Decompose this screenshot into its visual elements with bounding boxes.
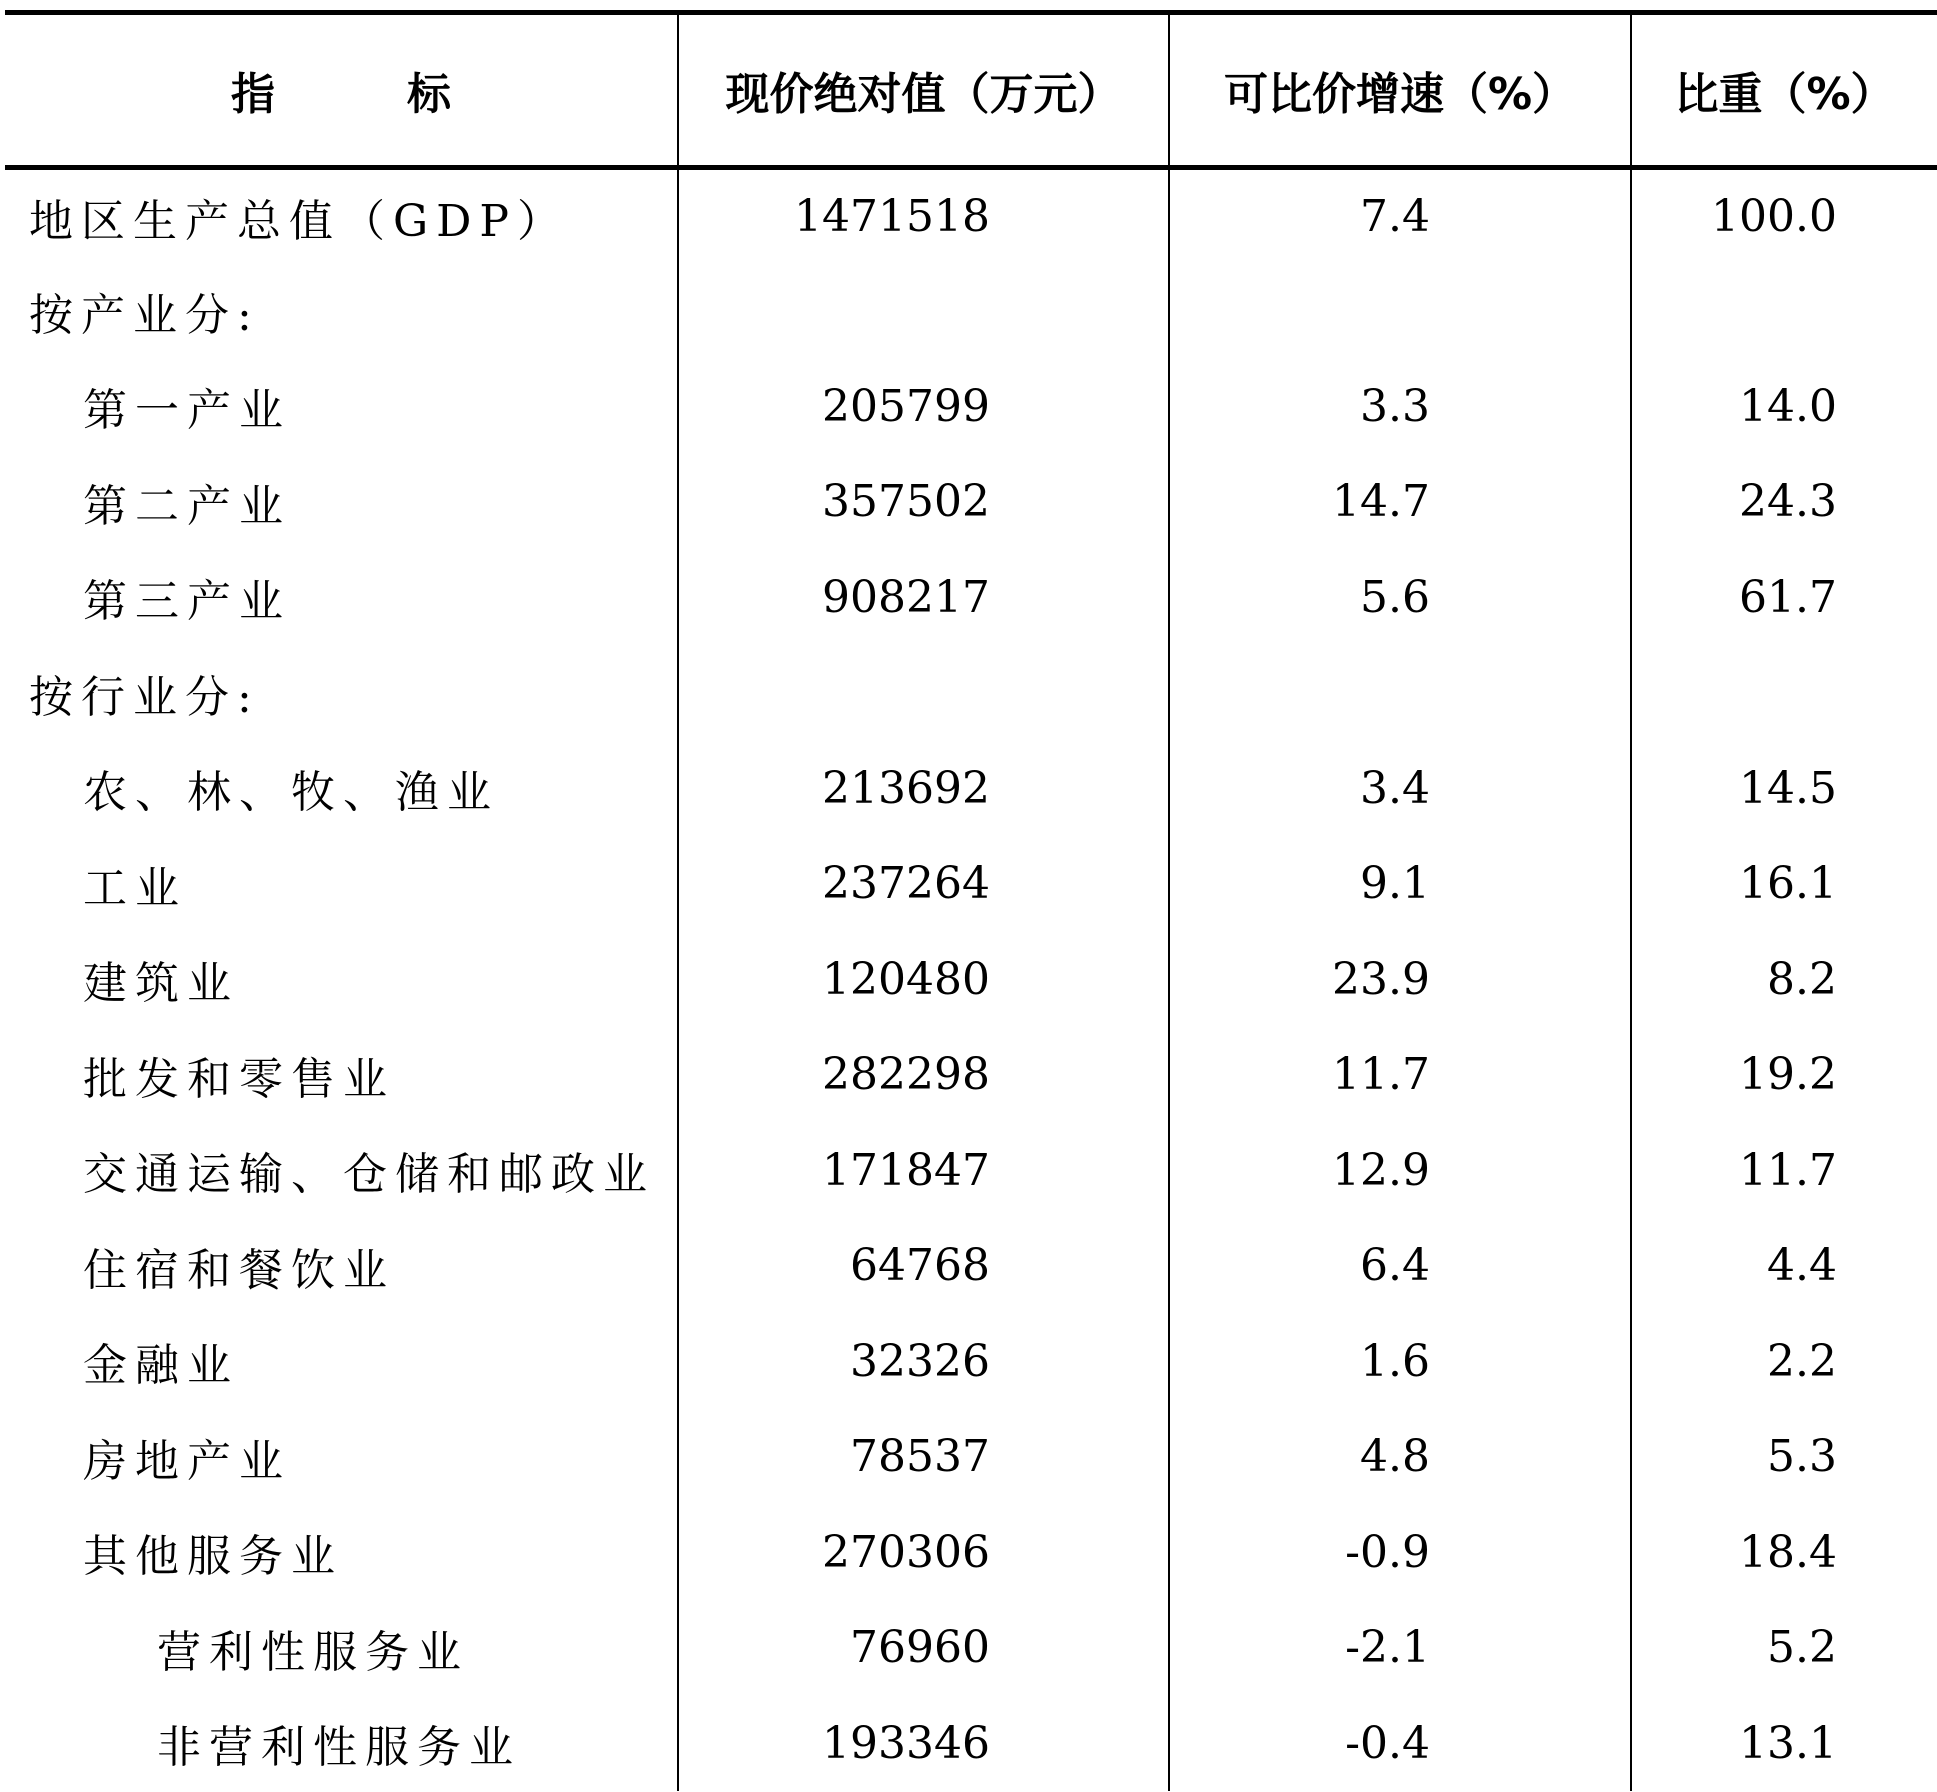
- row-label: 按行业分:: [29, 671, 260, 723]
- header-share: 比重（%）: [1631, 13, 1937, 168]
- row-label: 工业: [83, 862, 187, 914]
- row-share: 11.7: [1631, 1123, 1937, 1219]
- row-current-value: 78537: [678, 1409, 1169, 1505]
- row-growth: -2.1: [1169, 1600, 1631, 1696]
- row-current-value: 237264: [678, 836, 1169, 932]
- row-label: 建筑业: [83, 958, 239, 1010]
- row-label: 农、林、牧、渔业: [83, 767, 499, 819]
- row-growth: 3.4: [1169, 741, 1631, 837]
- row-share: 8.2: [1631, 932, 1937, 1028]
- row-label: 营利性服务业: [157, 1626, 469, 1678]
- header-current-value: 现价绝对值（万元）: [678, 13, 1169, 168]
- row-growth: 9.1: [1169, 836, 1631, 932]
- row-current-value: 1471518: [678, 168, 1169, 264]
- table-row: [5, 836, 1937, 932]
- gdp-stats-table: [5, 10, 1937, 1791]
- row-label: 房地产业: [83, 1435, 291, 1487]
- table-row: [5, 1696, 1937, 1792]
- table-row: [5, 1409, 1937, 1505]
- table-row: [5, 550, 1937, 646]
- table-row: [5, 741, 1937, 837]
- row-label: 第二产业: [83, 480, 291, 532]
- row-current-value: 357502: [678, 454, 1169, 550]
- row-label: 批发和零售业: [83, 1053, 395, 1105]
- row-current-value: [678, 263, 1169, 359]
- table-row: [5, 1218, 1937, 1314]
- row-current-value: 193346: [678, 1696, 1169, 1792]
- row-current-value: 120480: [678, 932, 1169, 1028]
- row-label: 金融业: [83, 1340, 239, 1392]
- row-current-value: 282298: [678, 1027, 1169, 1123]
- row-current-value: 32326: [678, 1314, 1169, 1410]
- row-share: 2.2: [1631, 1314, 1937, 1410]
- table-row: [5, 1027, 1937, 1123]
- row-current-value: 76960: [678, 1600, 1169, 1696]
- row-current-value: 908217: [678, 550, 1169, 646]
- table-row: [5, 359, 1937, 455]
- row-growth: [1169, 263, 1631, 359]
- row-current-value: 270306: [678, 1505, 1169, 1601]
- row-share: 18.4: [1631, 1505, 1937, 1601]
- row-current-value: [678, 645, 1169, 741]
- row-label: 第一产业: [83, 385, 291, 437]
- row-share: 5.2: [1631, 1600, 1937, 1696]
- row-current-value: 213692: [678, 741, 1169, 837]
- table-row: [5, 454, 1937, 550]
- table-row: [5, 932, 1937, 1028]
- header-indicator: 指 标: [231, 69, 451, 120]
- row-growth: -0.4: [1169, 1696, 1631, 1792]
- row-current-value: 171847: [678, 1123, 1169, 1219]
- table-row: [5, 1123, 1937, 1219]
- row-share: [1631, 263, 1937, 359]
- row-current-value: 64768: [678, 1218, 1169, 1314]
- row-share: 19.2: [1631, 1027, 1937, 1123]
- row-current-value: 205799: [678, 359, 1169, 455]
- table-row: [5, 263, 1937, 359]
- row-growth: 7.4: [1169, 168, 1631, 264]
- row-growth: 11.7: [1169, 1027, 1631, 1123]
- row-label: 按产业分:: [29, 289, 260, 341]
- row-share: 4.4: [1631, 1218, 1937, 1314]
- table-row: [5, 1600, 1937, 1696]
- table-row: [5, 1505, 1937, 1601]
- row-label: 其他服务业: [83, 1531, 343, 1583]
- row-share: 5.3: [1631, 1409, 1937, 1505]
- row-label: 地区生产总值（GDP）: [29, 195, 570, 247]
- row-growth: 4.8: [1169, 1409, 1631, 1505]
- row-share: 24.3: [1631, 454, 1937, 550]
- row-share: 13.1: [1631, 1696, 1937, 1792]
- header-row: [5, 13, 1937, 168]
- row-share: 14.0: [1631, 359, 1937, 455]
- row-growth: 23.9: [1169, 932, 1631, 1028]
- row-share: 100.0: [1631, 168, 1937, 264]
- row-growth: 14.7: [1169, 454, 1631, 550]
- row-label: 第三产业: [83, 576, 291, 628]
- row-growth: 6.4: [1169, 1218, 1631, 1314]
- row-label: 交通运输、仓储和邮政业: [83, 1149, 655, 1201]
- table-row: [5, 645, 1937, 741]
- row-label: 非营利性服务业: [157, 1722, 521, 1774]
- header-growth: 可比价增速（%）: [1169, 13, 1631, 168]
- row-share: [1631, 645, 1937, 741]
- row-growth: [1169, 645, 1631, 741]
- row-growth: 3.3: [1169, 359, 1631, 455]
- row-label: 住宿和餐饮业: [83, 1244, 395, 1296]
- table-row: [5, 1314, 1937, 1410]
- row-share: 16.1: [1631, 836, 1937, 932]
- row-growth: 5.6: [1169, 550, 1631, 646]
- table-body: [5, 168, 1937, 1792]
- row-growth: 1.6: [1169, 1314, 1631, 1410]
- row-growth: -0.9: [1169, 1505, 1631, 1601]
- row-growth: 12.9: [1169, 1123, 1631, 1219]
- row-share: 14.5: [1631, 741, 1937, 837]
- row-share: 61.7: [1631, 550, 1937, 646]
- table-row: [5, 168, 1937, 264]
